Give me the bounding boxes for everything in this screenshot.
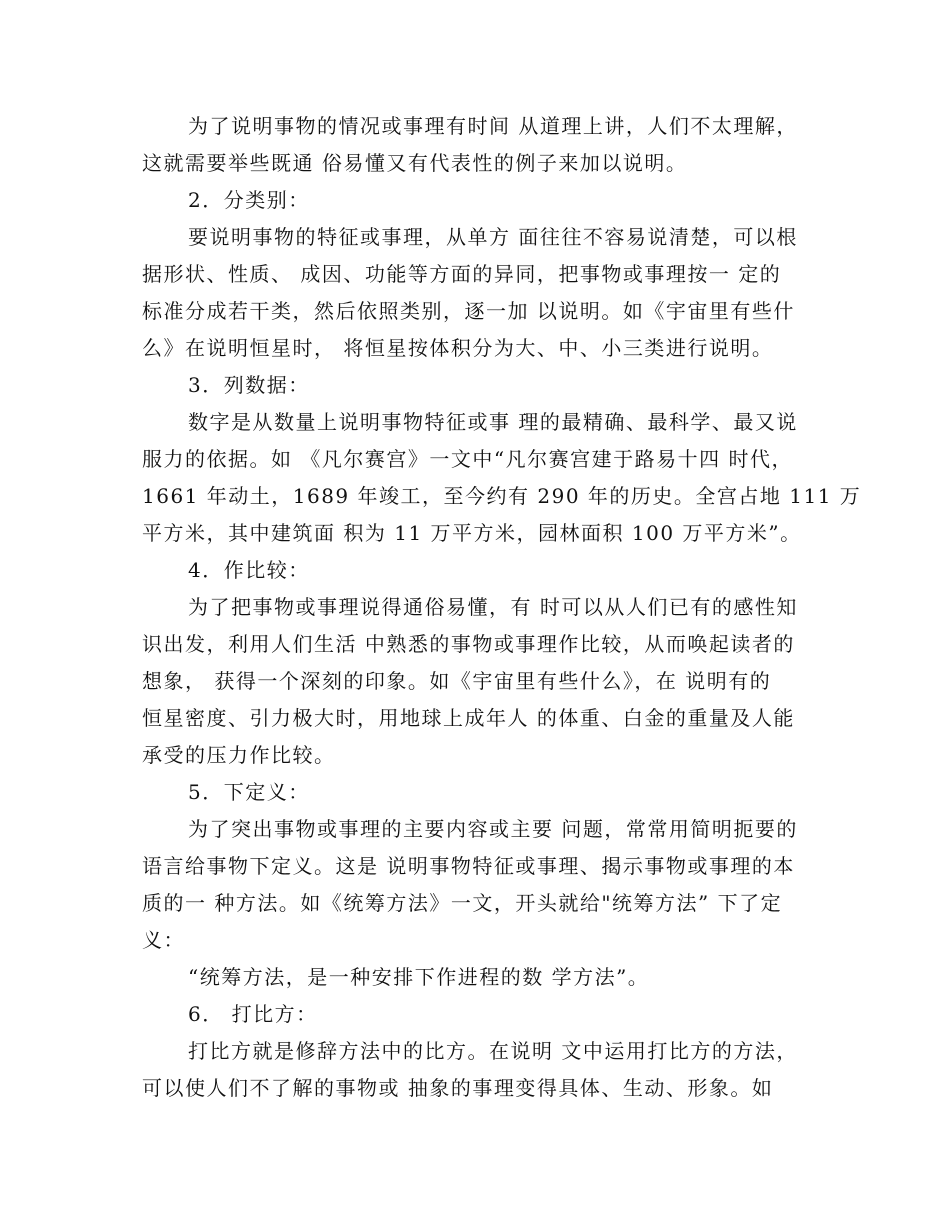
paragraph-line: 1661 年动土，1689 年竣工，至今约有 290 年的历史。全宫占地 111 万 bbox=[142, 484, 862, 508]
paragraph-line: 服力的依据。如 《凡尔赛宫》一文中“凡尔赛宫建于路易十四 时代， bbox=[142, 447, 793, 471]
section-heading: 5．下定义： bbox=[188, 780, 310, 804]
paragraph-line: 可以使人们不了解的事物或 抽象的事理变得具体、生动、形象。如 bbox=[142, 1076, 774, 1100]
paragraph-line: 这就需要举些既通 俗易懂又有代表性的例子来加以说明。 bbox=[142, 151, 688, 175]
paragraph-line: 义： bbox=[142, 928, 185, 952]
paragraph-line: 识出发，利用人们生活 中熟悉的事物或事理作比较，从而唤起读者的 bbox=[142, 632, 795, 656]
paragraph-line: 为了突出事物或事理的主要内容或主要 问题，常常用简明扼要的 bbox=[188, 817, 798, 841]
quoted-definition: “统筹方法，是一种安排下作进程的数 学方法”。 bbox=[188, 965, 650, 989]
paragraph-line: 平方米，其中建筑面 积为 11 万平方米，园林面积 100 万平方米”。 bbox=[142, 521, 802, 545]
paragraph-line: 质的一 种方法。如《统筹方法》一文，开头就给"统筹方法” 下了定 bbox=[142, 891, 783, 915]
paragraph-line: 想象， 获得一个深刻的印象。如《宇宙里有些什么》，在 说明有的 bbox=[142, 669, 772, 693]
paragraph-line: 为了说明事物的情况或事理有时间 从道理上讲，人们不太理解， bbox=[188, 114, 798, 138]
paragraph-line: 要说明事物的特征或事理，从单方 面往往不容易说清楚，可以根 bbox=[188, 225, 798, 249]
paragraph-line: 数字是从数量上说明事物特征或事 理的最精确、最科学、最又说 bbox=[188, 410, 798, 434]
paragraph-line: 打比方就是修辞方法中的比方。在说明 文中运用打比方的方法， bbox=[188, 1039, 798, 1063]
paragraph-line: 标准分成若干类，然后依照类别，逐一加 以说明。如《宇宙里有些什 bbox=[142, 299, 795, 323]
paragraph-line: 承受的压力作比较。 bbox=[142, 743, 336, 767]
section-heading: 3．列数据： bbox=[188, 373, 310, 397]
paragraph-line: 么》在说明恒星时， 将恒星按体积分为大、中、小三类进行说明。 bbox=[142, 336, 774, 360]
paragraph-line: 为了把事物或事理说得通俗易懂，有 时可以从人们已有的感性知 bbox=[188, 595, 798, 619]
section-heading: 2．分类别： bbox=[188, 188, 310, 212]
section-heading: 6． 打比方： bbox=[188, 1002, 318, 1026]
paragraph-line: 恒星密度、引力极大时，用地球上成年人 的体重、白金的重量及人能 bbox=[142, 706, 795, 730]
section-heading: 4．作比较： bbox=[188, 558, 310, 582]
paragraph-line: 据形状、性质、 成因、功能等方面的异同，把事物或事理按一 定的 bbox=[142, 262, 782, 286]
paragraph-line: 语言给事物下定义。这是 说明事物特征或事理、揭示事物或事理的本 bbox=[142, 854, 795, 878]
